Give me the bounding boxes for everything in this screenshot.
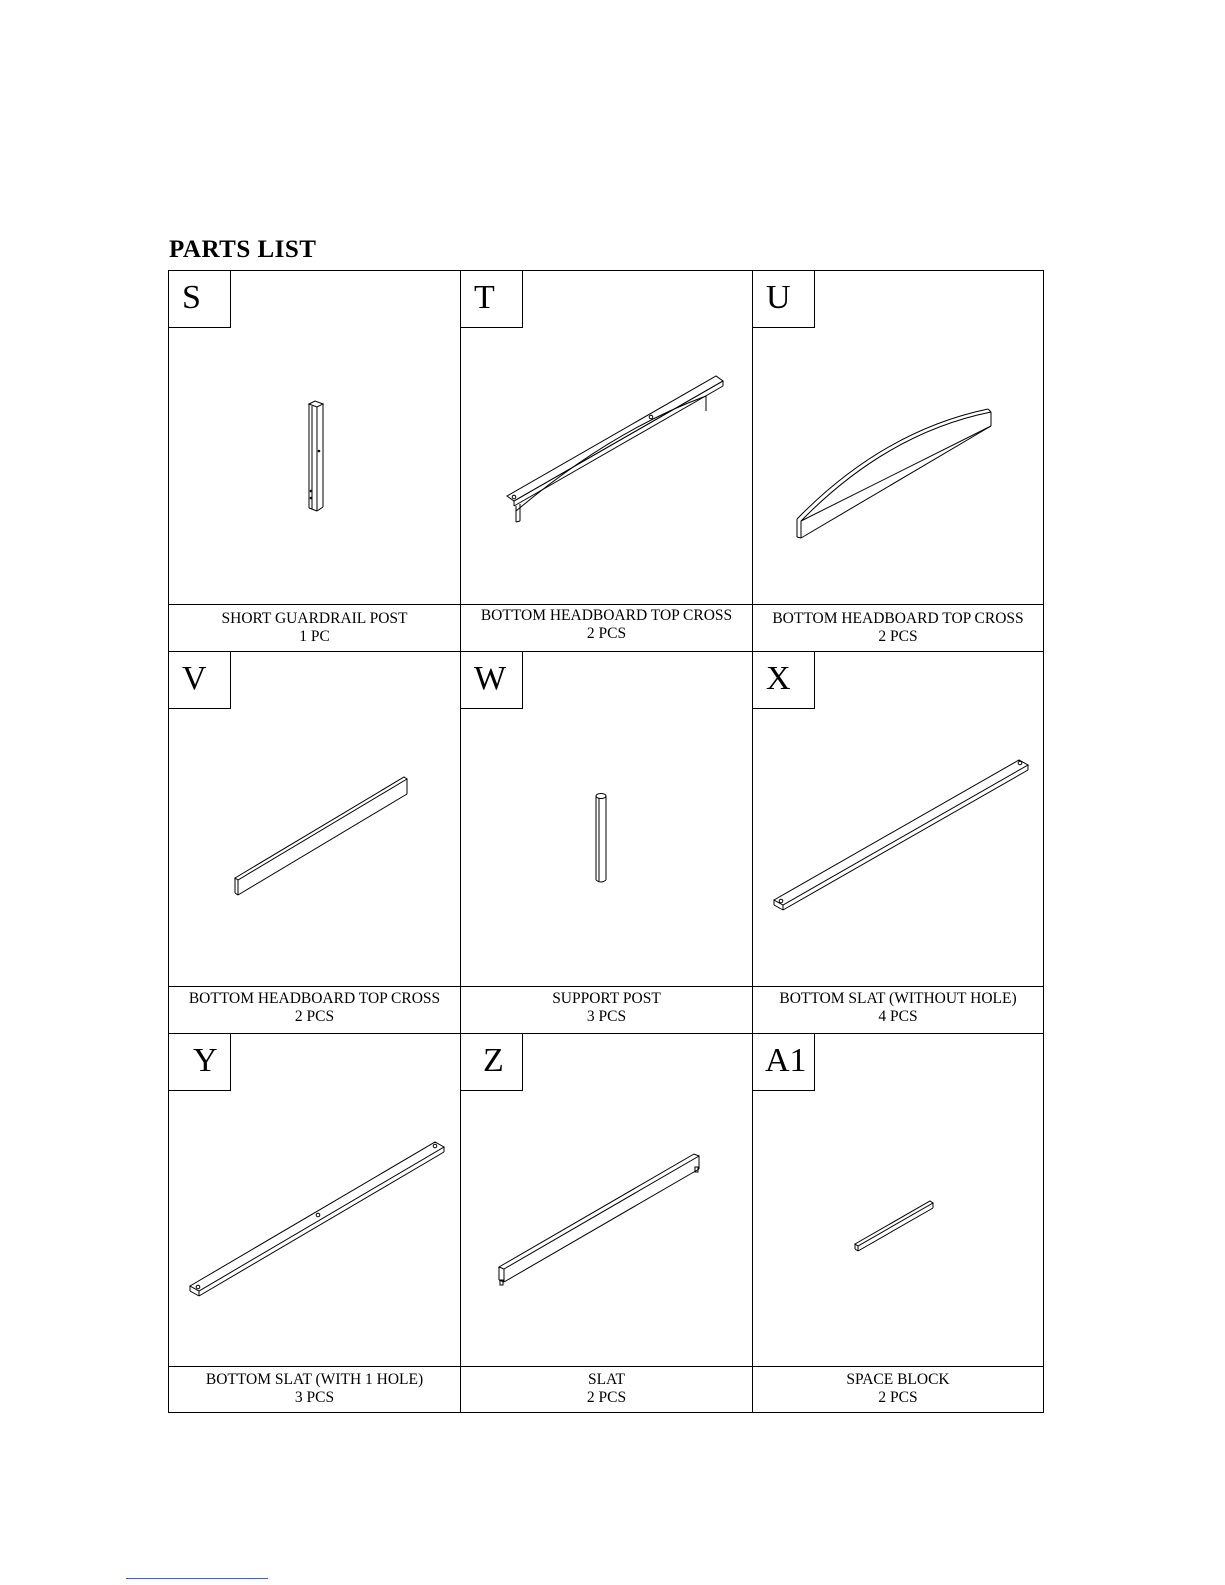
part-cell-s xyxy=(169,271,461,652)
part-qty-z: 2 PCS xyxy=(586,1389,627,1406)
part-cell-a1 xyxy=(753,1034,1043,1412)
part-caption-y xyxy=(169,1366,460,1412)
part-qty-y: 3 PCS xyxy=(294,1389,335,1406)
page-title: PARTS LIST xyxy=(169,236,317,263)
part-name-y: BOTTOM SLAT (WITH 1 HOLE) xyxy=(205,1371,424,1388)
part-cell-t xyxy=(461,271,753,652)
part-qty-w: 3 PCS xyxy=(586,1008,627,1025)
part-cell-x xyxy=(753,652,1043,1034)
part-name-z: SLAT xyxy=(587,1371,626,1388)
part-letter-x: X xyxy=(753,652,815,709)
footer-rule xyxy=(126,1578,268,1579)
part-caption-u xyxy=(753,604,1043,651)
part-letter-z: Z xyxy=(461,1034,523,1091)
part-letter-u: U xyxy=(753,271,815,328)
part-letter-v: V xyxy=(169,652,231,709)
part-name-w: SUPPORT POST xyxy=(552,990,661,1007)
part-name-a1: SPACE BLOCK xyxy=(846,1371,950,1388)
part-cell-w xyxy=(461,652,753,1034)
part-caption-w xyxy=(461,986,752,1033)
part-qty-v: 2 PCS xyxy=(294,1008,335,1025)
part-caption-t xyxy=(461,604,752,651)
part-letter-a1: A1 xyxy=(753,1034,815,1091)
part-name-v: BOTTOM HEADBOARD TOP CROSS xyxy=(188,990,441,1007)
part-name-s: SHORT GUARDRAIL POST xyxy=(221,610,408,627)
part-cell-u xyxy=(753,271,1043,652)
part-cell-y xyxy=(169,1034,461,1412)
part-caption-z xyxy=(461,1366,752,1412)
part-letter-w: W xyxy=(461,652,523,709)
part-name-x: BOTTOM SLAT (WITHOUT HOLE) xyxy=(779,990,1017,1007)
part-qty-t: 2 PCS xyxy=(586,625,627,642)
part-caption-a1 xyxy=(753,1366,1043,1412)
part-qty-u: 2 PCS xyxy=(878,628,918,645)
part-name-t: BOTTOM HEADBOARD TOP CROSS xyxy=(480,607,733,624)
part-qty-s: 1 PC xyxy=(299,628,330,645)
part-letter-y: Y xyxy=(169,1034,231,1091)
part-caption-s xyxy=(169,604,460,651)
part-letter-t: T xyxy=(461,271,523,328)
part-qty-x: 4 PCS xyxy=(878,1008,918,1025)
part-name-u: BOTTOM HEADBOARD TOP CROSS xyxy=(772,610,1024,627)
part-letter-s: S xyxy=(169,271,231,328)
part-qty-a1: 2 PCS xyxy=(878,1389,918,1406)
part-cell-v xyxy=(169,652,461,1034)
part-caption-x xyxy=(753,986,1043,1033)
part-caption-v xyxy=(169,986,460,1033)
parts-grid xyxy=(168,270,1044,1413)
part-cell-z xyxy=(461,1034,753,1412)
